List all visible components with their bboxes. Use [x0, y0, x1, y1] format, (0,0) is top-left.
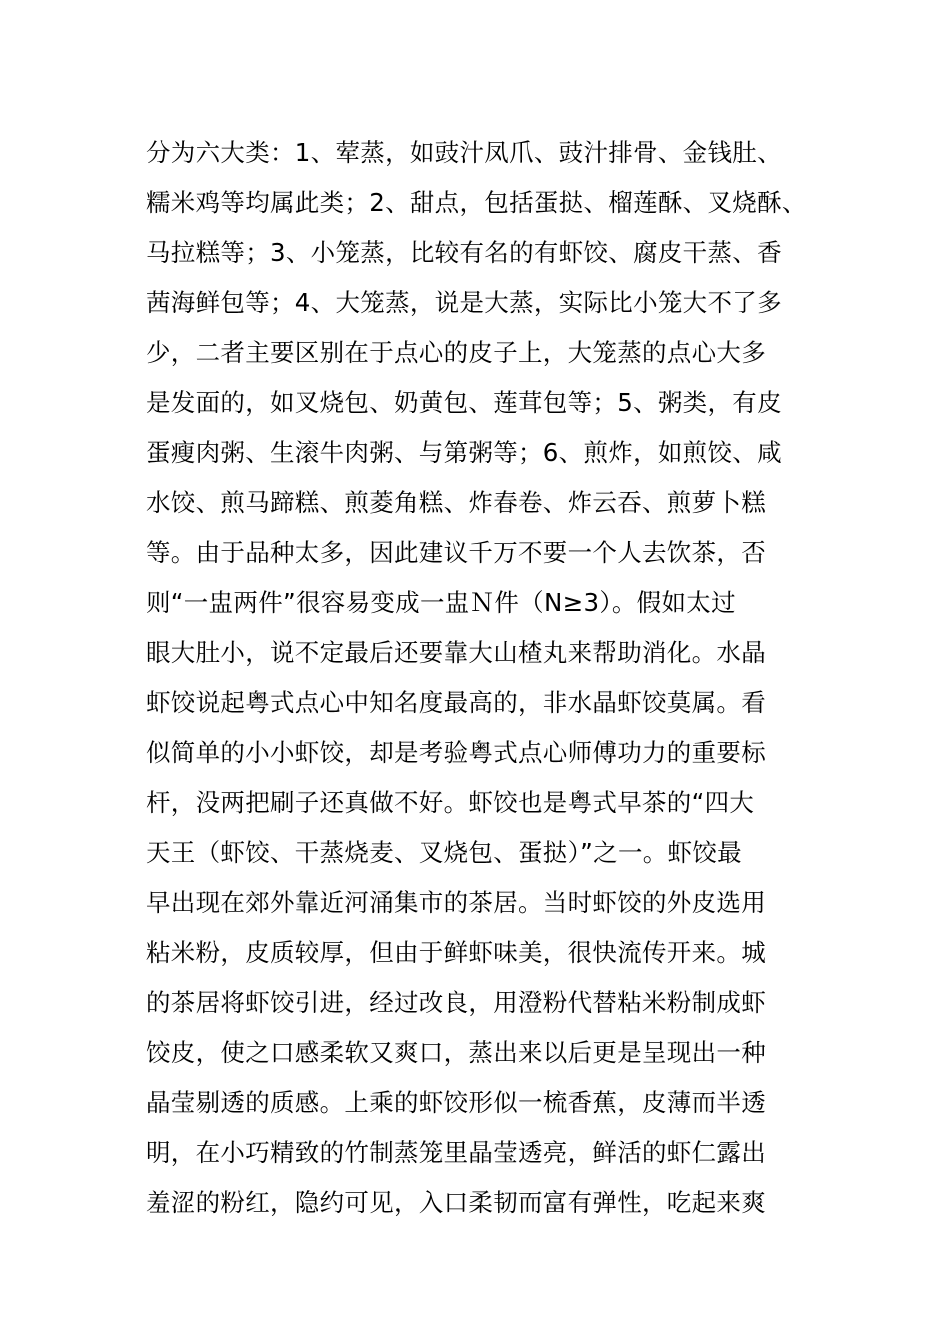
text-line: 是发面的，如叉烧包、奶黄包、莲茸包等；5、粥类，有皮 — [146, 388, 782, 417]
text-line: 的茶居将虾饺引进，经过改良，用澄粉代替粘米粉制成虾 — [146, 988, 766, 1017]
text-line: 茜海鲜包等；4、大笼蒸，说是大蒸，实际比小笼大不了多 — [146, 288, 782, 317]
text-line: 明，在小巧精致的竹制蒸笼里晶莹透亮，鲜活的虾仁露出 — [146, 1138, 766, 1167]
text-line: 则“一盅两件”很容易变成一盅Ｎ件（N≥3）。假如太过 — [146, 588, 736, 617]
text-line: 天王（虾饺、干蒸烧麦、叉烧包、蛋挞）”之一。虾饺最 — [146, 838, 742, 867]
text-line: 晶莹剔透的质感。上乘的虾饺形似一梳香蕉，皮薄而半透 — [146, 1088, 766, 1117]
text-line: 眼大肚小，说不定最后还要靠大山楂丸来帮助消化。水晶 — [146, 638, 766, 667]
text-line: 分为六大类：1、荤蒸，如豉汁凤爪、豉汁排骨、金钱肚、 — [146, 138, 782, 167]
text-line: 似简单的小小虾饺，却是考验粤式点心师傅功力的重要标 — [146, 738, 766, 767]
text-line: 饺皮，使之口感柔软又爽口，蒸出来以后更是呈现出一种 — [146, 1038, 766, 1067]
text-line: 杆，没两把刷子还真做不好。虾饺也是粤式早茶的“四大 — [146, 788, 755, 817]
text-line: 蛋瘦肉粥、生滚牛肉粥、与第粥等；6、煎炸，如煎饺、咸 — [146, 438, 782, 467]
text-line: 虾饺说起粤式点心中知名度最高的，非水晶虾饺莫属。看 — [146, 688, 766, 717]
body-paragraph — [146, 128, 826, 1228]
text-line: 羞涩的粉红，隐约可见，入口柔韧而富有弹性，吃起来爽 — [146, 1188, 766, 1217]
text-line: 少，二者主要区别在于点心的皮子上，大笼蒸的点心大多 — [146, 338, 766, 367]
text-line: 粘米粉，皮质较厚，但由于鲜虾味美，很快流传开来。城 — [146, 938, 766, 967]
text-line: 早出现在郊外靠近河涌集市的茶居。当时虾饺的外皮选用 — [146, 888, 766, 917]
text-line: 糯米鸡等均属此类；2、甜点，包括蛋挞、榴莲酥、叉烧酥、 — [146, 188, 807, 217]
text-line: 等。由于品种太多，因此建议千万不要一个人去饮茶，否 — [146, 538, 766, 567]
text-line: 水饺、煎马蹄糕、煎菱角糕、炸春卷、炸云吞、煎萝卜糕 — [146, 488, 766, 517]
text-line: 马拉糕等；3、小笼蒸，比较有名的有虾饺、腐皮干蒸、香 — [146, 238, 782, 267]
